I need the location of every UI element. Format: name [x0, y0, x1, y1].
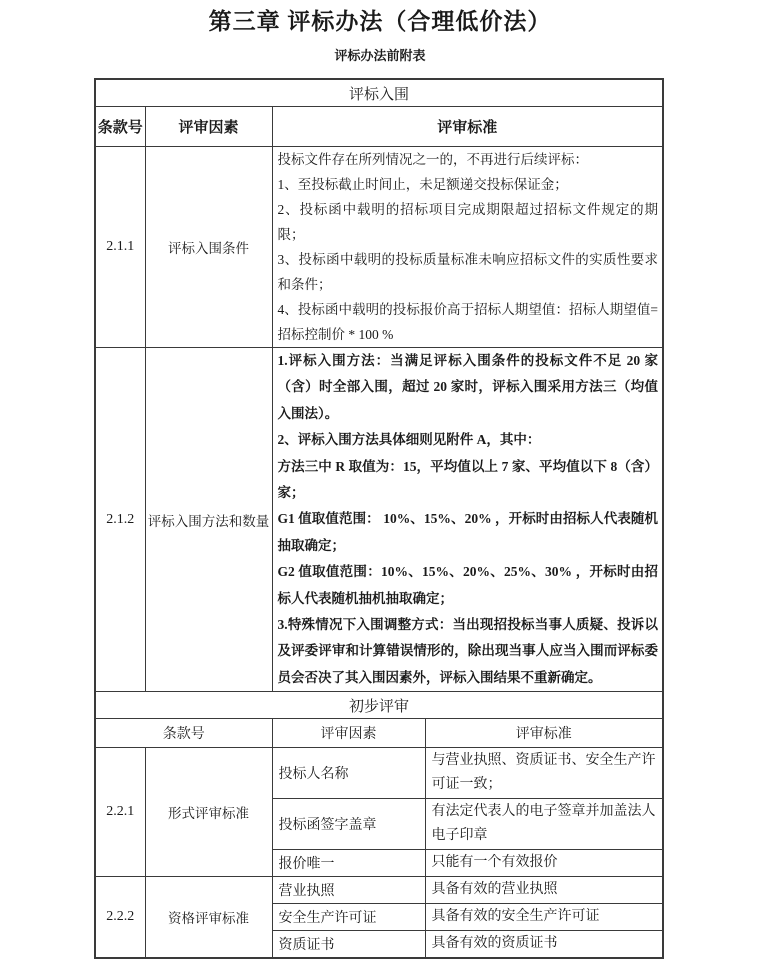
standard-paragraph: 4、投标函中载明的投标报价高于招标人期望值：招标人期望值=招标控制价 * 100 % [277, 302, 659, 342]
section1-title: 评标入围 [95, 79, 663, 107]
section2-column-header-clause: 条款号 [95, 719, 272, 748]
standard-paragraph: 3.特殊情况下入围调整方式：当出现招投标当事人质疑、投诉以及评委评审和计算错误情形的，除出现当事人应当入围而评标委员会否决了其入围因素外，评标入围结果不重新确定。 [277, 617, 659, 685]
standard-paragraph: 方法三中 R 取值为：15，平均值以上 7 家、平均值以下 8（含）家； [277, 458, 659, 501]
table-row [95, 348, 663, 692]
standard-paragraph: G1 值取值范围： 10%、15%、20% ，开标时由招标人代表随机抽取确定； [277, 511, 659, 553]
sub-standard-cell: 具备有效的资质证书 [425, 931, 663, 959]
sub-factor-cell: 报价唯一 [272, 850, 425, 877]
sub-standard-cell: 与营业执照、资质证书、安全生产许可证一致； [425, 748, 663, 799]
standard-paragraph: 1、至投标截止时间止，未足额递交投标保证金； [277, 177, 568, 192]
section1-column-header-factor: 评审因素 [145, 107, 272, 147]
sub-factor-cell: 资质证书 [272, 931, 425, 959]
sub-factor-cell: 投标函签字盖章 [272, 799, 425, 850]
standard-paragraph: G2 值取值范围：10%、15%、20%、25%、30% ，开标时由招标人代表随机抽机抽取确定； [277, 564, 659, 606]
page-subtitle: 评标办法前附表 [334, 48, 426, 63]
table-row [95, 147, 663, 348]
clause-cell: 2.1.2 [95, 348, 145, 692]
standard-paragraph: 3、投标函中载明的投标质量标准未响应招标文件的实质性要求和条件； [277, 252, 659, 292]
section2-column-header-standard: 评审标准 [425, 719, 663, 748]
table-row [95, 748, 663, 799]
sub-standard-cell: 有法定代表人的电子签章并加盖法人电子印章 [425, 799, 663, 850]
standard-paragraph: 1.评标入围方法：当满足评标入围条件的投标文件不足 20 家（含）时全部入围，超过 20 家时，评标入围采用方法三（均值入围法）。 [277, 353, 659, 421]
category-cell: 形式评审标准 [145, 748, 272, 877]
section2-column-header-factor: 评审因素 [272, 719, 425, 748]
sub-standard-cell: 具备有效的营业执照 [425, 877, 663, 904]
sub-factor-cell: 安全生产许可证 [272, 904, 425, 931]
table-row [95, 877, 663, 904]
section2-title: 初步评审 [95, 692, 663, 719]
sub-standard-cell: 只能有一个有效报价 [425, 850, 663, 877]
section1-column-header-standard: 评审标准 [272, 107, 663, 147]
sub-factor-cell: 投标人名称 [272, 748, 425, 799]
sub-standard-cell: 具备有效的安全生产许可证 [425, 904, 663, 931]
standard-paragraph: 2、投标函中载明的招标项目完成期限超过招标文件规定的期限； [277, 202, 659, 242]
standard-paragraph: 2、评标入围方法具体细则见附件 A，其中： [277, 432, 541, 448]
standard-cell [272, 147, 663, 348]
page-title: 第三章 评标办法（合理低价法） [208, 9, 552, 34]
clause-cell: 2.1.1 [95, 147, 145, 348]
clause-cell: 2.2.1 [95, 748, 145, 877]
sub-factor-cell: 营业执照 [272, 877, 425, 904]
factor-cell: 评标入围条件 [145, 147, 272, 348]
section1-column-header-clause: 条款号 [95, 107, 145, 147]
evaluation-table [94, 78, 664, 959]
category-cell: 资格评审标准 [145, 877, 272, 959]
factor-cell: 评标入围方法和数量 [145, 348, 272, 692]
standard-paragraph: 投标文件存在所列情况之一的，不再进行后续评标： [277, 152, 588, 167]
standard-cell [272, 348, 663, 692]
clause-cell: 2.2.2 [95, 877, 145, 959]
